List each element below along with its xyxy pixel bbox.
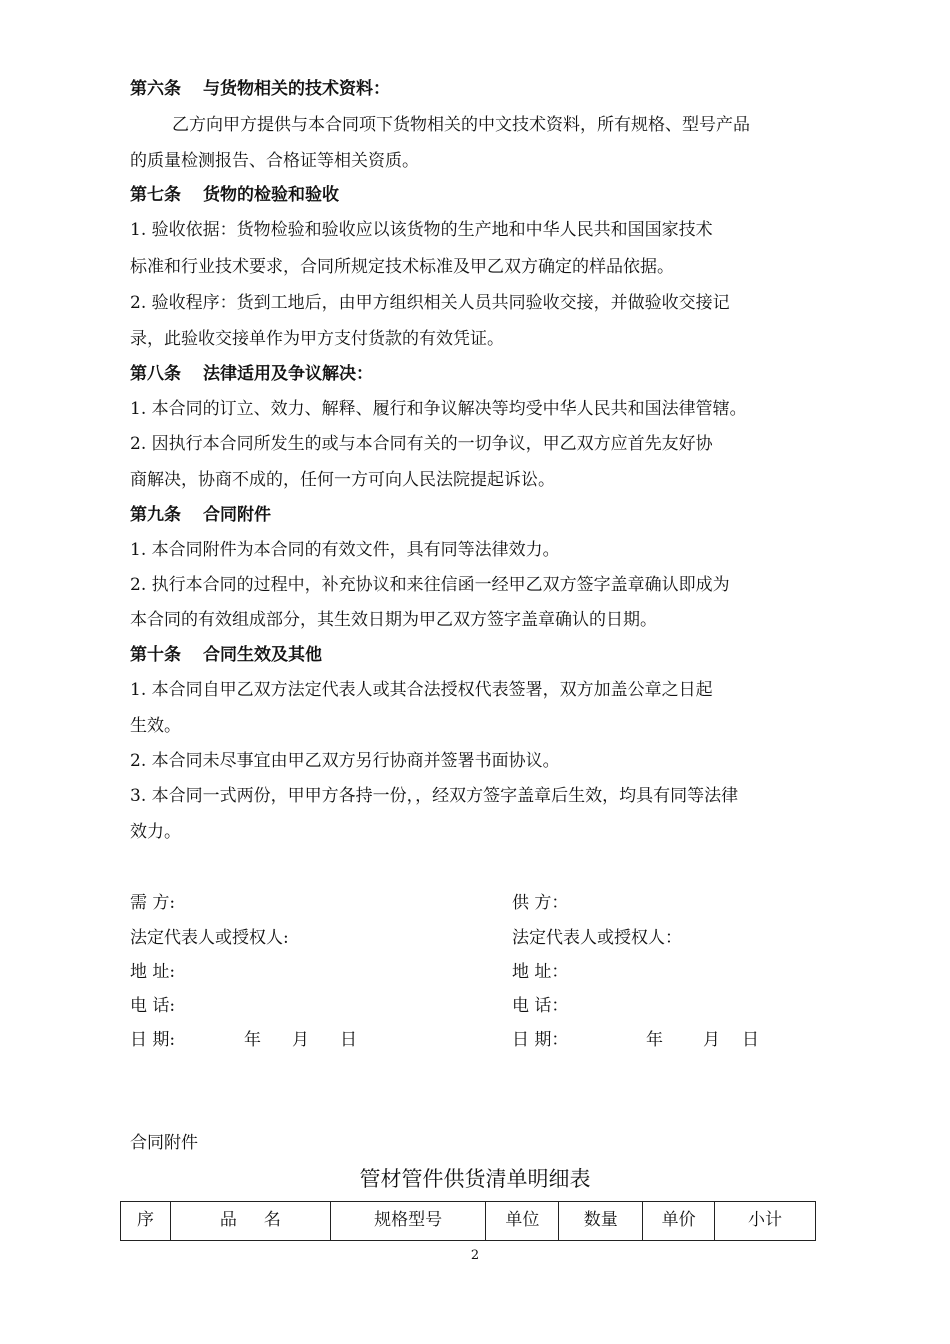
buyer-rep-label: 法定代表人或授权人:: [130, 928, 289, 948]
annex-table-title: 管材管件供货清单明细表: [359, 1167, 591, 1191]
buyer-date-label: 日 期:: [130, 1030, 176, 1050]
article-8-heading: 第八条 法律适用及争议解决：: [130, 364, 373, 384]
buyer-date-year: 年: [244, 1030, 261, 1050]
article-6-line: 的质量检测报告、合格证等相关资质。: [130, 151, 419, 171]
supplier-date-month: 月: [703, 1030, 720, 1050]
article-8-line: 商解决，协商不成的，任何一方可向人民法院提起诉讼。: [130, 470, 555, 490]
col-header-unit-price: 单价: [643, 1202, 715, 1241]
article-10-heading: 第十条 合同生效及其他: [130, 645, 322, 665]
supply-list-table: [120, 1201, 816, 1241]
buyer-phone-label: 电 话:: [130, 996, 176, 1016]
article-7-line: 标准和行业技术要求，合同所规定技术标准及甲乙双方确定的样品依据。: [130, 257, 674, 277]
article-10-line: 2. 本合同未尽事宜由甲乙双方另行协商并签署书面协议。: [130, 751, 560, 771]
article-9-heading: 第九条 合同附件: [130, 505, 271, 525]
col-header-product-name: 品 名: [170, 1202, 330, 1241]
annex-label: 合同附件: [130, 1133, 198, 1153]
buyer-date-month: 月: [292, 1030, 309, 1050]
col-header-spec-model: 规格型号: [330, 1202, 486, 1241]
buyer-date-day: 日: [340, 1030, 357, 1050]
buyer-party-label: 需 方:: [130, 893, 176, 913]
article-7-line: 2. 验收程序：货到工地后，由甲方组织相关人员共同验收交接，并做验收交接记: [130, 293, 730, 313]
col-header-index: 序: [121, 1202, 171, 1241]
article-7-line: 1. 验收依据：货物检验和验收应以该货物的生产地和中华人民共和国国家技术: [130, 220, 713, 240]
article-9-line: 本合同的有效组成部分，其生效日期为甲乙双方签字盖章确认的日期。: [130, 610, 657, 630]
buyer-address-label: 地 址:: [130, 962, 176, 982]
article-9-line: 1. 本合同附件为本合同的有效文件，具有同等法律效力。: [130, 540, 560, 560]
supplier-date-label: 日 期：: [512, 1030, 569, 1050]
article-6-line: 乙方向甲方提供与本合同项下货物相关的中文技术资料，所有规格、型号产品: [172, 115, 750, 135]
article-10-line: 3. 本合同一式两份，甲甲方各持一份，，经双方签字盖章后生效，均具有同等法律: [130, 786, 739, 806]
article-6-heading: 第六条 与货物相关的技术资料：: [130, 79, 390, 99]
supplier-date-year: 年: [646, 1030, 663, 1050]
col-header-quantity: 数量: [559, 1202, 643, 1241]
article-7-heading: 第七条 货物的检验和验收: [130, 185, 339, 205]
supplier-party-label: 供 方：: [512, 893, 569, 913]
col-header-subtotal: 小计: [715, 1202, 816, 1241]
col-header-unit: 单位: [486, 1202, 559, 1241]
article-8-line: 2. 因执行本合同所发生的或与本合同有关的一切争议，甲乙双方应首先友好协: [130, 434, 713, 454]
article-10-line: 1. 本合同自甲乙双方法定代表人或其合法授权代表签署，双方加盖公章之日起: [130, 680, 713, 700]
supplier-address-label: 地 址：: [512, 962, 569, 982]
supplier-phone-label: 电 话：: [512, 996, 569, 1016]
table-header-row: [121, 1202, 816, 1241]
article-10-line: 生效。: [130, 716, 181, 736]
article-7-line: 录，此验收交接单作为甲方支付货款的有效凭证。: [130, 329, 504, 349]
article-10-line: 效力。: [130, 822, 181, 842]
page-number: 2: [470, 1248, 480, 1263]
supplier-rep-label: 法定代表人或授权人：: [512, 928, 682, 948]
article-8-line: 1. 本合同的订立、效力、解释、履行和争议解决等均受中华人民共和国法律管辖。: [130, 399, 747, 419]
supplier-date-day: 日: [742, 1030, 759, 1050]
article-9-line: 2. 执行本合同的过程中，补充协议和来往信函一经甲乙双方签字盖章确认即成为: [130, 575, 730, 595]
